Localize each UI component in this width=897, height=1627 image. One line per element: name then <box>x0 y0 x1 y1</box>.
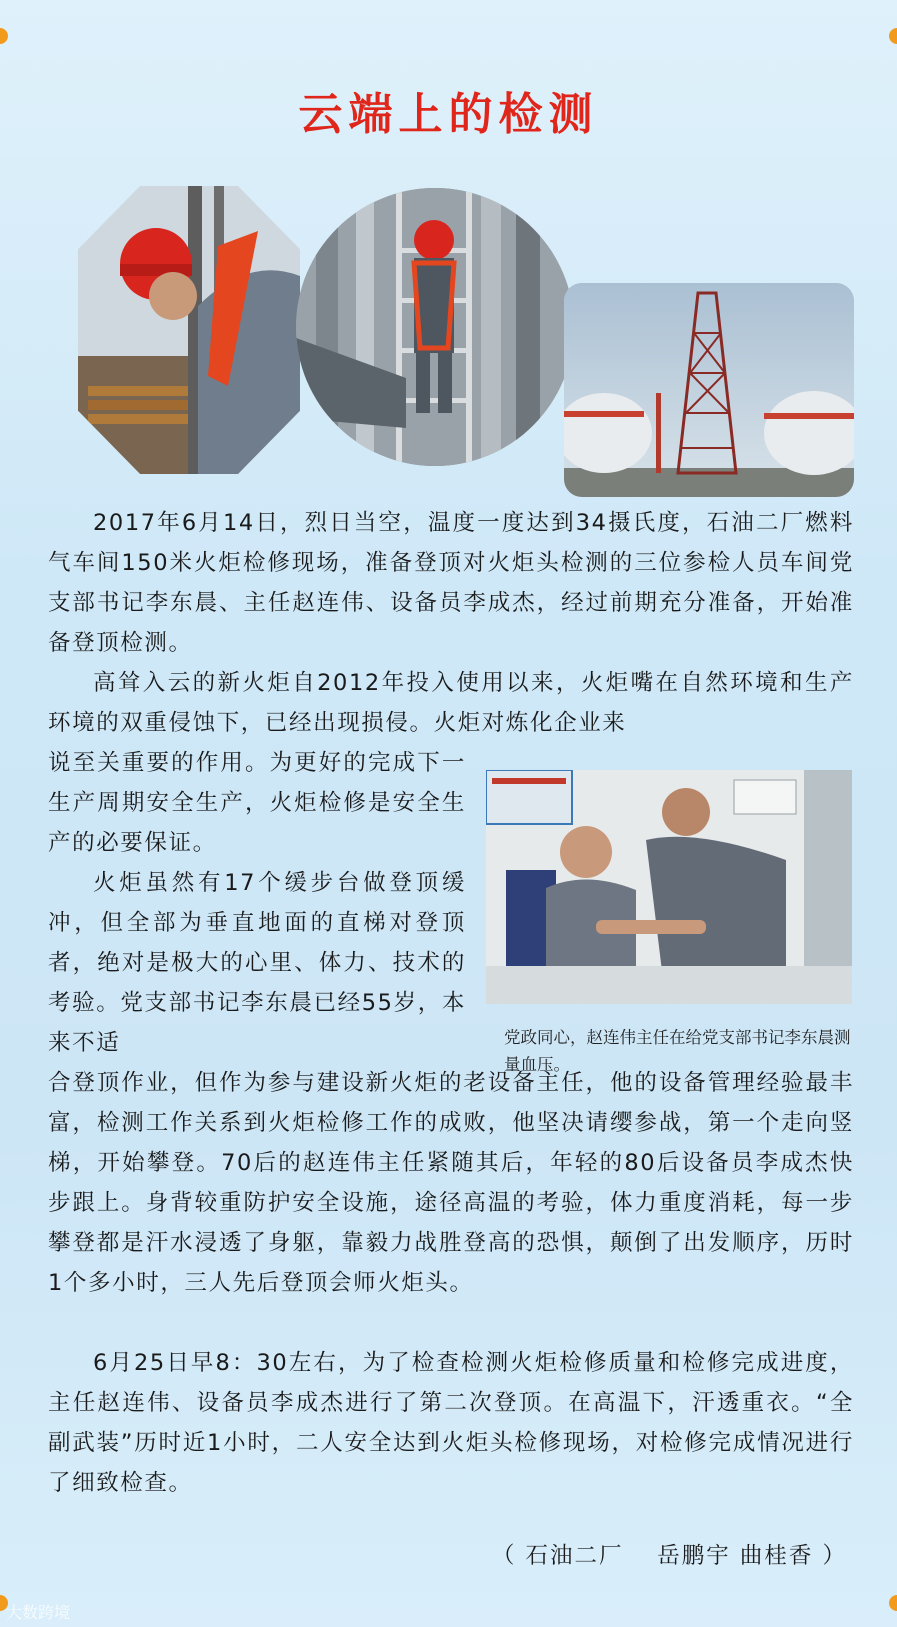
paragraph-2-text-narrow: 说至关重要的作用。为更好的完成下一生产周期安全生产，火炬检修是安全生产的必要保证。 <box>48 750 466 856</box>
corner-dot-top-left <box>0 28 8 44</box>
paragraph-1-text: 2017年6月14日，烈日当空，温度一度达到34摄氏度，石油二厂燃料气车间150米火炬检修现场，准备登顶对火炬头检测的三位参检人员车间党支部书记李东晨、主任赵连伟、设备员李成杰，经过前期充分准备，开始准备登顶检测。 <box>48 510 854 656</box>
author-signature: （ 石油二厂 岳鹏宇 曲桂香 ） <box>491 1543 847 1569</box>
watermark: 大数跨境 <box>6 1603 71 1622</box>
paragraph-2-continued <box>48 743 466 863</box>
paragraph-3-text-full: 合登顶作业，但作为参与建设新火炬的老设备主任，他的设备管理经验最丰富，检测工作关系到火炬检修工作的成败，他坚决请缨参战，第一个走向竖梯，开始攀登。70后的赵连伟主任紧随其后，年轻的80后设备员李成杰快步跟上。身背较重防护安全设施，途径高温的考验，体力重度消耗，每一步攀登都是汗水浸透了身躯，靠毅力战胜登高的恐惧，颠倒了出发顺序，历时1个多小时，三人先后登顶会师火炬头。 <box>48 1070 854 1296</box>
paragraph-2 <box>48 663 854 743</box>
page-title: 云端上的检测 <box>298 89 599 140</box>
paragraph-4 <box>48 1343 854 1503</box>
photo-worker-helmet <box>78 186 300 474</box>
corner-dot-top-right <box>889 28 897 44</box>
photo-climber-ladder <box>296 188 574 466</box>
paragraph-1 <box>48 503 854 663</box>
photo-caption: 党政同心，赵连伟主任在给党支部书记李东晨测量血压。 <box>504 1028 851 1074</box>
paragraph-2-text-full: 高耸入云的新火炬自2012年投入使用以来，火炬嘴在自然环境和生产环境的双重侵蚀下，已经出现损侵。火炬对炼化企业来 <box>48 670 854 736</box>
corner-dot-bottom-right <box>889 1595 897 1611</box>
paragraph-3-text-narrow: 火炬虽然有17个缓步台做登顶缓冲，但全部为垂直地面的直梯对登顶者，绝对是极大的心里、体力、技术的考验。党支部书记李东晨已经55岁，本来不适 <box>48 870 466 1056</box>
photo-flare-tower <box>564 283 854 497</box>
paragraph-4-text: 6月25日早8：30左右，为了检查检测火炬检修质量和检修完成进度，主任赵连伟、设备员李成杰进行了第二次登顶。在高温下，汗透重衣。“全副武装”历时近1小时，二人安全达到火炬头检修现场，对检修完成情况进行了细致检查。 <box>48 1350 854 1496</box>
paragraph-3 <box>48 863 466 1063</box>
paragraph-3-continued <box>48 1063 854 1303</box>
photo-blood-pressure <box>486 770 852 1004</box>
